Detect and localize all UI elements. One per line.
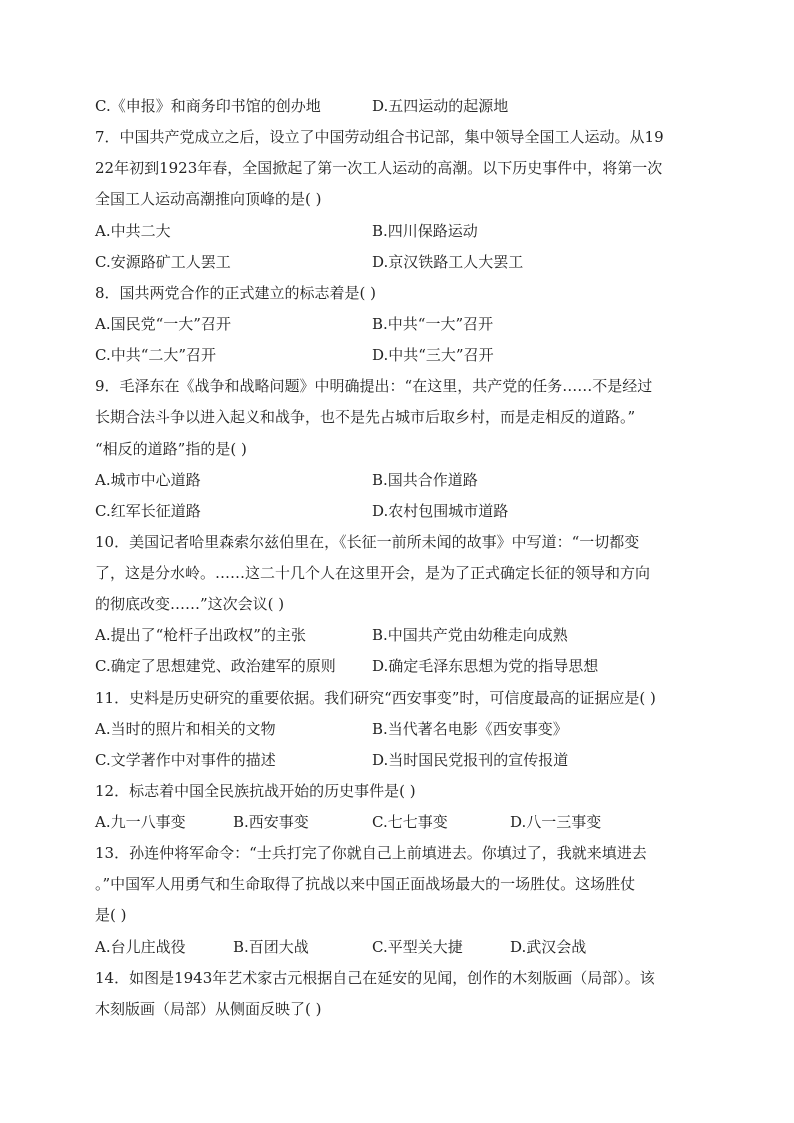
q8-option-d: D.中共“三大”召开 bbox=[372, 346, 494, 364]
q14-stem-line-2: 木刻版画（局部）从侧面反映了( ) bbox=[95, 1000, 322, 1018]
q10-option-c: C.确定了思想建党、政治建军的原则 bbox=[95, 657, 336, 675]
q9-option-d: D.农村包围城市道路 bbox=[372, 502, 509, 520]
q7-option-b: B.四川保路运动 bbox=[372, 222, 478, 240]
q7-stem-line-2: 22年初到1923年春，全国掀起了第一次工人运动的高潮。以下历史事件中，将第一次 bbox=[95, 159, 663, 177]
q12-stem: 12．标志着中国全民族抗战开始的历史事件是( ) bbox=[95, 782, 416, 800]
q10-option-b: B.中国共产党由幼稚走向成熟 bbox=[372, 626, 568, 644]
q9-option-a: A.城市中心道路 bbox=[95, 471, 201, 489]
q10-stem-line-2: 了，这是分水岭。……这二十几个人在这里开会，是为了正式确定长征的领导和方向 bbox=[95, 564, 651, 582]
q13-stem-line-1: 13．孙连仲将军命令：“士兵打完了你就自己上前填进去。你填过了，我就来填进去 bbox=[95, 844, 647, 862]
q7-option-a: A.中共二大 bbox=[95, 222, 171, 240]
q10-stem-line-1: 10．美国记者哈里森索尔兹伯里在，《长征一前所未闻的故事》中写道：“一切都变 bbox=[95, 533, 640, 551]
q6-option-c: C.《申报》和商务印书馆的创办地 bbox=[95, 97, 321, 115]
q7-stem-line-3: 全国工人运动高潮推向顶峰的是( ) bbox=[95, 190, 322, 208]
q8-option-b: B.中共“一大”召开 bbox=[372, 315, 494, 333]
q8-option-a: A.国民党“一大”召开 bbox=[95, 315, 231, 333]
q10-option-d: D.确定毛泽东思想为党的指导思想 bbox=[372, 657, 599, 675]
q10-option-a: A.提出了“枪杆子出政权”的主张 bbox=[95, 626, 306, 644]
q13-stem-line-2: 。”中国军人用勇气和生命取得了抗战以来中国正面战场最大的一场胜仗。这场胜仗 bbox=[95, 875, 636, 893]
q7-option-d: D.京汉铁路工人大罢工 bbox=[372, 253, 524, 271]
q13-stem-line-3: 是( ) bbox=[95, 906, 127, 924]
q10-stem-line-3: 的彻底改变……”这次会议( ) bbox=[95, 595, 285, 613]
q9-option-c: C.红军长征道路 bbox=[95, 502, 201, 520]
q9-stem-line-1: 9．毛泽东在《战争和战略问题》中明确提出：“在这里，共产党的任务……不是经过 bbox=[95, 377, 653, 395]
q9-option-b: B.国共合作道路 bbox=[372, 471, 478, 489]
q9-stem-line-3: “相反的道路”指的是( ) bbox=[95, 440, 247, 458]
q13-option-c: C.平型关大捷 bbox=[372, 938, 463, 956]
q13-option-b: B.百团大战 bbox=[233, 938, 309, 956]
q12-option-a: A.九一八事变 bbox=[95, 813, 186, 831]
q6-option-d: D.五四运动的起源地 bbox=[372, 97, 509, 115]
q13-option-d: D.武汉会战 bbox=[510, 938, 587, 956]
q13-option-a: A.台儿庄战役 bbox=[95, 938, 186, 956]
q11-option-a: A.当时的照片和相关的文物 bbox=[95, 720, 276, 738]
q11-stem: 11．史料是历史研究的重要依据。我们研究“西安事变”时，可信度最高的证据应是( ) bbox=[95, 689, 656, 707]
q11-option-b: B.当代著名电影《西安事变》 bbox=[372, 720, 568, 738]
q7-option-c: C.安源路矿工人罢工 bbox=[95, 253, 231, 271]
q8-stem: 8．国共两党合作的正式建立的标志着是( ) bbox=[95, 284, 377, 302]
q11-option-c: C.文学著作中对事件的描述 bbox=[95, 751, 276, 769]
q9-stem-line-2: 长期合法斗争以进入起义和战争，也不是先占城市后取乡村，而是走相反的道路。” bbox=[95, 408, 636, 426]
q12-option-b: B.西安事变 bbox=[233, 813, 309, 831]
q8-option-c: C.中共“二大”召开 bbox=[95, 346, 217, 364]
q12-option-d: D.八一三事变 bbox=[510, 813, 602, 831]
q11-option-d: D.当时国民党报刊的宣传报道 bbox=[372, 751, 569, 769]
q12-option-c: C.七七事变 bbox=[372, 813, 448, 831]
q14-stem-line-1: 14．如图是1943年艺术家古元根据自己在延安的见闻，创作的木刻版画（局部）。该 bbox=[95, 969, 655, 987]
q7-stem-line-1: 7．中国共产党成立之后，设立了中国劳动组合书记部，集中领导全国工人运动。从19 bbox=[95, 128, 664, 146]
